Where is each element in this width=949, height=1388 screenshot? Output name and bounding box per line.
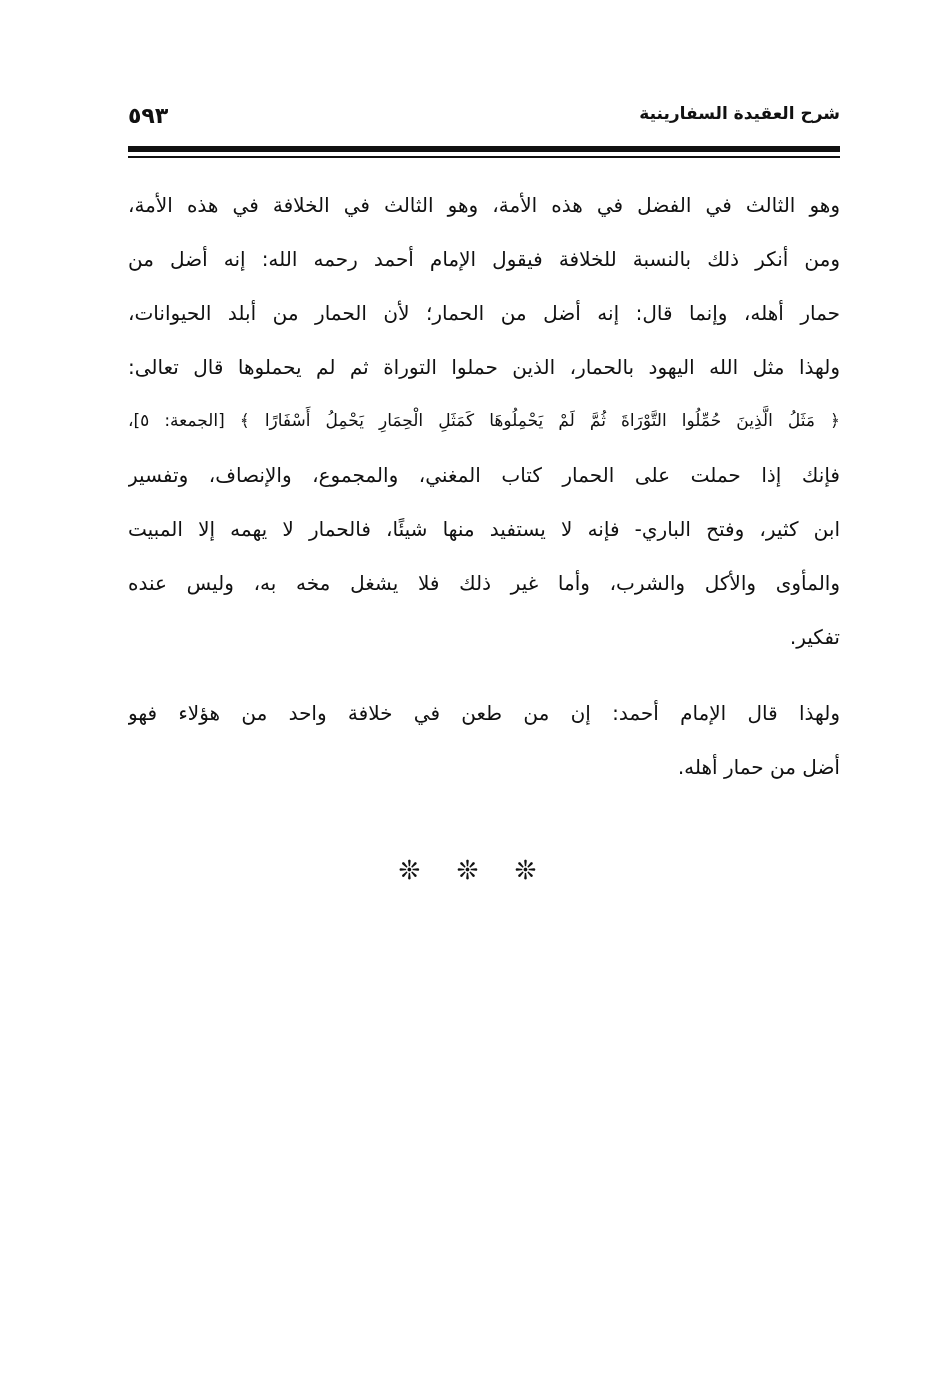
text-line: أضل من حمار أهله.	[677, 755, 840, 779]
text-line: والمأوى والأكل والشرب، وأما غير ذلك فلا يشغل مخه به، وليس عنده	[128, 571, 840, 595]
text-line: فإنك إذا حملت على الحمار كتاب المغني، والمجموع، والإنصاف، وتفسير	[128, 463, 840, 487]
text-line: حمار أهله، وإنما قال: إنه أضل من الحمار؛ لأن الحمار من أبلد الحيوانات،	[128, 301, 840, 325]
text-line: ولهذا مثل الله اليهود بالحمار، الذين حملوا التوراة ثم لم يحملوها قال تعالى:	[128, 355, 840, 379]
paragraph-gap	[128, 664, 840, 686]
text-line: ومن أنكر ذلك بالنسبة للخلافة فيقول الإمام أحمد رحمه الله: إنه أضل من	[128, 247, 840, 271]
body-text	[128, 178, 840, 794]
quran-verse-line: ﴿ مَثَلُ الَّذِينَ حُمِّلُوا التَّوْرَاةَ ثُمَّ لَمْ يَحْمِلُوهَا كَمَثَلِ الْحِمَارِ يَحْمِلُ أَسْفَارًا ﴾ [الجمعة: ٥]،	[128, 411, 840, 431]
text-line: تفكير.	[789, 625, 840, 649]
text-line: ولهذا قال الإمام أحمد: إن من طعن في خلافة واحد من هؤلاء فهو	[128, 701, 840, 725]
page-header	[128, 104, 840, 144]
header-rule-thin	[128, 156, 840, 158]
header-rule-thick	[128, 146, 840, 152]
page-number: ٥٩٣	[128, 104, 169, 129]
section-ornament: ❊ ❊ ❊	[398, 856, 551, 886]
paragraph-1	[128, 178, 840, 664]
text-line: وهو الثالث في الفضل في هذه الأمة، وهو الثالث في الخلافة في هذه الأمة،	[128, 193, 840, 217]
paragraph-2	[128, 686, 840, 794]
running-title: شرح العقيدة السفارينية	[639, 104, 840, 124]
text-line: ابن كثير، وفتح الباري- فإنه لا يستفيد منها شيئًا، فالحمار لا يهمه إلا المبيت	[128, 517, 840, 541]
